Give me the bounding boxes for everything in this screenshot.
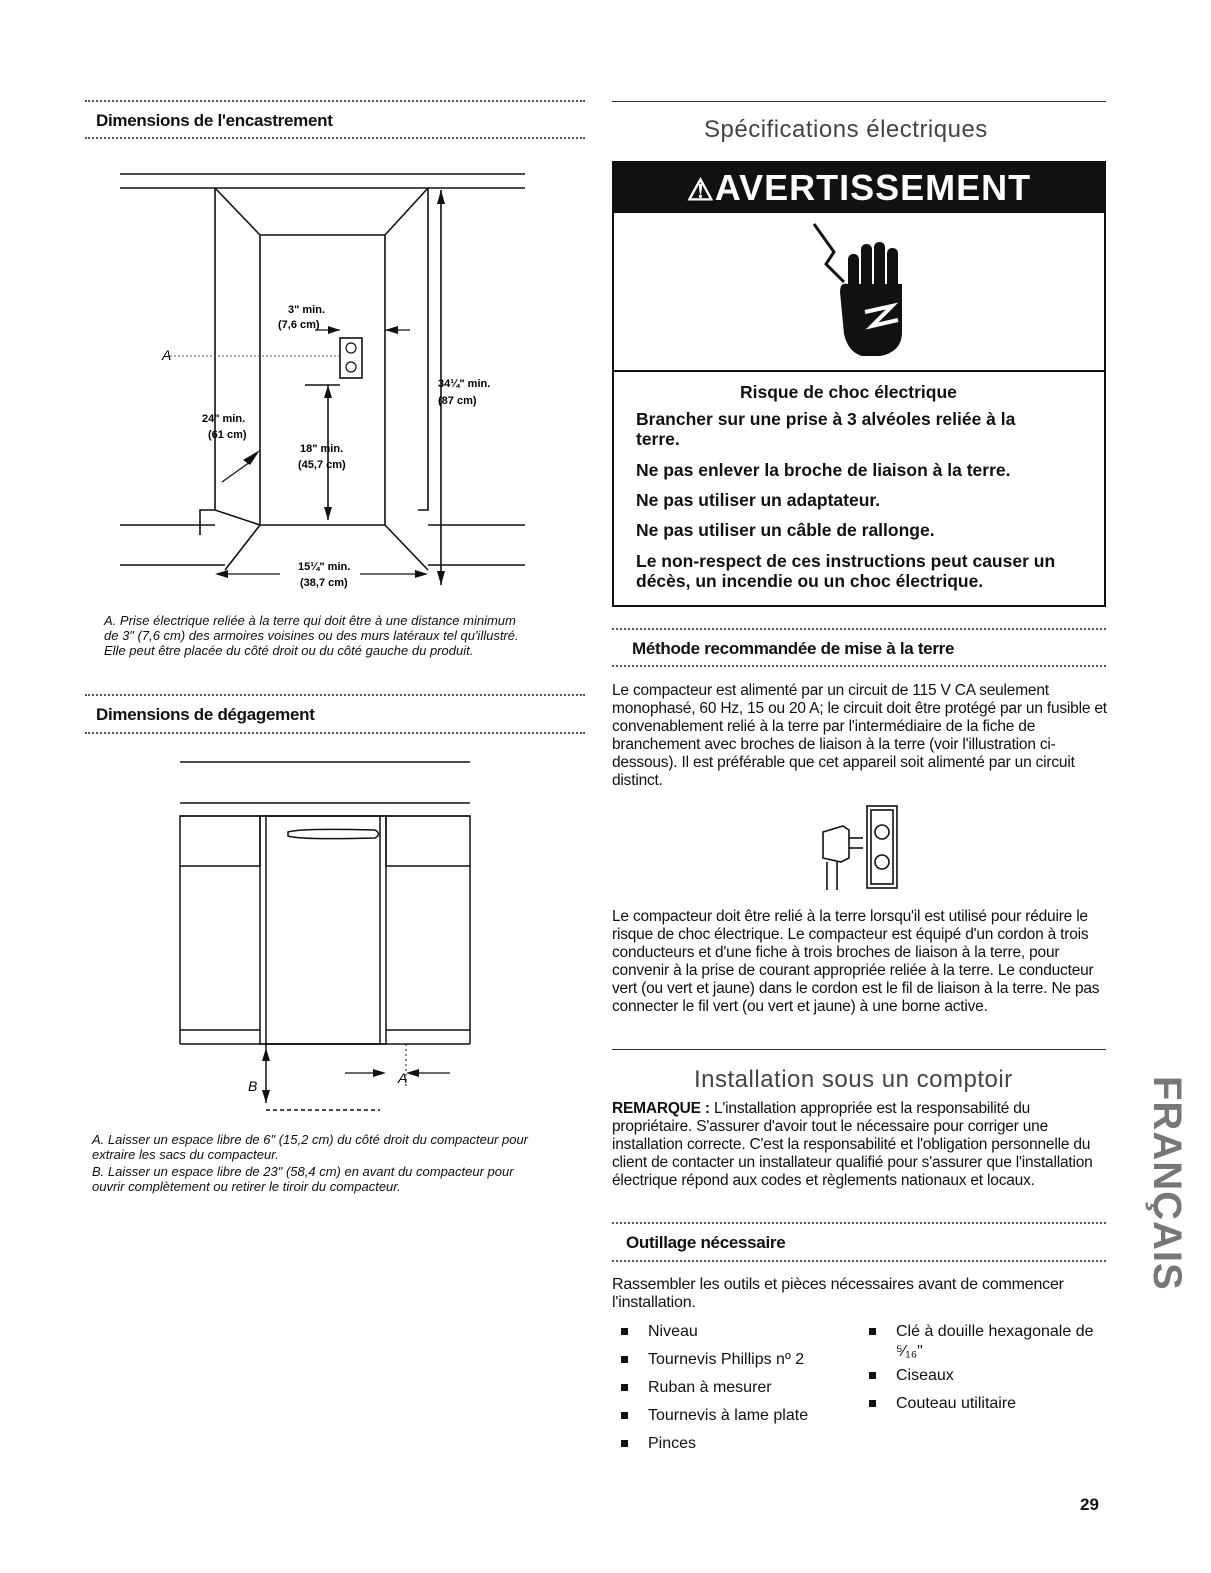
dim-3-min: 3" min. bbox=[288, 304, 326, 316]
clearance-dimensions-diagram bbox=[170, 758, 480, 1118]
tool-item: Tournevis Phillips nº 2 bbox=[618, 1350, 848, 1378]
warning-triangle-icon: ⚠ bbox=[686, 174, 715, 207]
dim-18-min: 18" min. bbox=[300, 443, 344, 455]
tool-item: Pinces bbox=[618, 1434, 848, 1462]
rule-outillage-top bbox=[612, 1222, 1106, 1224]
methode-paragraph-1: Le compacteur est alimenté par un circuit de 115 V CA seulement monophasé, 60 Hz, 15 ou 20 A; le circuit doit être protégé par un fusible et convenablement relié à la terre par l'intermédiaire de la fiche de branchement avec broches de liaison à la terre (voir l'illustration ci-dessous). Il est préférable que cet appareil soit alimenté par un circuit distinct. bbox=[612, 682, 1107, 789]
grounded-plug-outlet-icon bbox=[815, 802, 905, 892]
clearance-label-b: B bbox=[248, 1078, 258, 1094]
warning-risk-title: Risque de choc électrique bbox=[740, 382, 957, 402]
degagement-title: Dimensions de dégagement bbox=[96, 705, 315, 724]
rule-degagement-bottom bbox=[85, 732, 585, 734]
warning-header-text: AVERTISSEMENT bbox=[714, 167, 1032, 208]
warning-line-rallonge: Ne pas utiliser un câble de rallonge. bbox=[636, 520, 935, 540]
top-rule-left bbox=[85, 100, 585, 102]
outillage-intro: Rassembler les outils et pièces nécessaires avant de commencer l'installation. bbox=[612, 1276, 1064, 1311]
remarque-text: L'installation appropriée est la responsabilité du propriétaire. S'assurer d'avoir tout le nécessaire pour corriger une installation correcte. C'est la responsabilité et l'obligation personnelle du client de contacter un installateur qualifié pour s'assurer que l'installation électrique répond aux codes et règlements nationaux et locaux. bbox=[612, 1100, 1093, 1189]
dim-24-min: 24" min. bbox=[202, 413, 246, 425]
warning-line-prise: Brancher sur une prise à 3 alvéoles reliée à la terre. bbox=[636, 409, 1016, 449]
encastrement-caption: A. Prise électrique reliée à la terre qui doit être à une distance minimum de 3" (7,6 cm) des armoires voisines ou des murs latéraux tel qu'illustré. Elle peut être placée du côté droit ou du côté gauche du produit. bbox=[104, 613, 519, 658]
recess-dimensions-diagram bbox=[110, 160, 540, 600]
rule-methode-bottom bbox=[612, 665, 1106, 667]
installation-title: Installation sous un comptoir bbox=[694, 1066, 1013, 1093]
language-tab-label: FRANÇAIS bbox=[1145, 1076, 1189, 1291]
rule-outillage-bottom bbox=[612, 1260, 1106, 1262]
warning-line-consequences: Le non-respect de ces instructions peut causer un décès, un incendie ou un choc électrique. bbox=[636, 551, 1056, 591]
dim-24-cm: (61 cm) bbox=[208, 429, 247, 441]
methode-title: Méthode recommandée de mise à la terre bbox=[632, 639, 955, 658]
dim-3-cm: (7,6 cm) bbox=[278, 319, 320, 331]
recess-label-a: A bbox=[162, 347, 172, 363]
clearance-label-a: A bbox=[398, 1070, 408, 1086]
elec-spec-title: Spécifications électriques bbox=[704, 116, 988, 143]
tools-list-col1 bbox=[618, 1322, 848, 1462]
title-underline-left bbox=[85, 137, 585, 139]
warning-line-broche: Ne pas enlever la broche de liaison à la terre. bbox=[636, 460, 1011, 480]
dim-18-cm: (45,7 cm) bbox=[298, 459, 346, 471]
top-rule-right bbox=[612, 101, 1106, 102]
dim-34-cm: (87 cm) bbox=[438, 395, 477, 407]
tools-list-col2 bbox=[866, 1322, 1096, 1422]
tool-item: Tournevis à lame plate bbox=[618, 1406, 848, 1434]
warning-line-adaptateur: Ne pas utiliser un adaptateur. bbox=[636, 490, 881, 510]
degagement-caption-b: B. Laisser un espace libre de 23" (58,4 cm) en avant du compacteur pour ouvrir complètement ou retirer le tiroir du compacteur. bbox=[92, 1164, 514, 1194]
warning-header bbox=[614, 163, 1104, 213]
page-number: 29 bbox=[1080, 1495, 1099, 1514]
tool-item: Ciseaux bbox=[866, 1366, 1096, 1394]
tool-item: Couteau utilitaire bbox=[866, 1394, 1096, 1422]
remarque-paragraph bbox=[612, 1100, 1107, 1190]
outillage-title: Outillage nécessaire bbox=[626, 1233, 786, 1252]
rule-installation bbox=[612, 1049, 1106, 1050]
language-tab-francais bbox=[1118, 1072, 1189, 1322]
tool-item: Clé à douille hexagonale de ⁵⁄₁₆" bbox=[866, 1322, 1096, 1366]
methode-paragraph-2: Le compacteur doit être relié à la terre lorsqu'il est utilisé pour réduire le risque de choc électrique. Le compacteur est équipé d'un cordon à trois conducteurs et d'une fiche à trois broches de liaison à la terre, pour convenir à la prise de courant appropriée reliée à la terre. Le conducteur vert (ou vert et jaune) dans le cordon est le fil de liaison à la terre. Ne pas connecter le fil vert (ou vert et jaune) à une borne active. bbox=[612, 908, 1100, 1015]
dim-15-min: 15¼" min. bbox=[298, 561, 351, 573]
tool-item: Niveau bbox=[618, 1322, 848, 1350]
remarque-label: REMARQUE : bbox=[612, 1100, 710, 1117]
rule-methode-top bbox=[612, 628, 1106, 630]
encastrement-title: Dimensions de l'encastrement bbox=[96, 111, 333, 130]
degagement-caption-a: A. Laisser un espace libre de 6" (15,2 cm) du côté droit du compacteur pour extraire les sacs du compacteur. bbox=[92, 1132, 529, 1162]
tool-item: Ruban à mesurer bbox=[618, 1378, 848, 1406]
rule-degagement-top bbox=[85, 694, 585, 696]
dim-15-cm: (38,7 cm) bbox=[300, 577, 348, 589]
warning-separator bbox=[612, 370, 1106, 372]
electric-shock-hand-icon bbox=[810, 222, 920, 362]
dim-34-min: 34¼" min. bbox=[438, 378, 491, 390]
